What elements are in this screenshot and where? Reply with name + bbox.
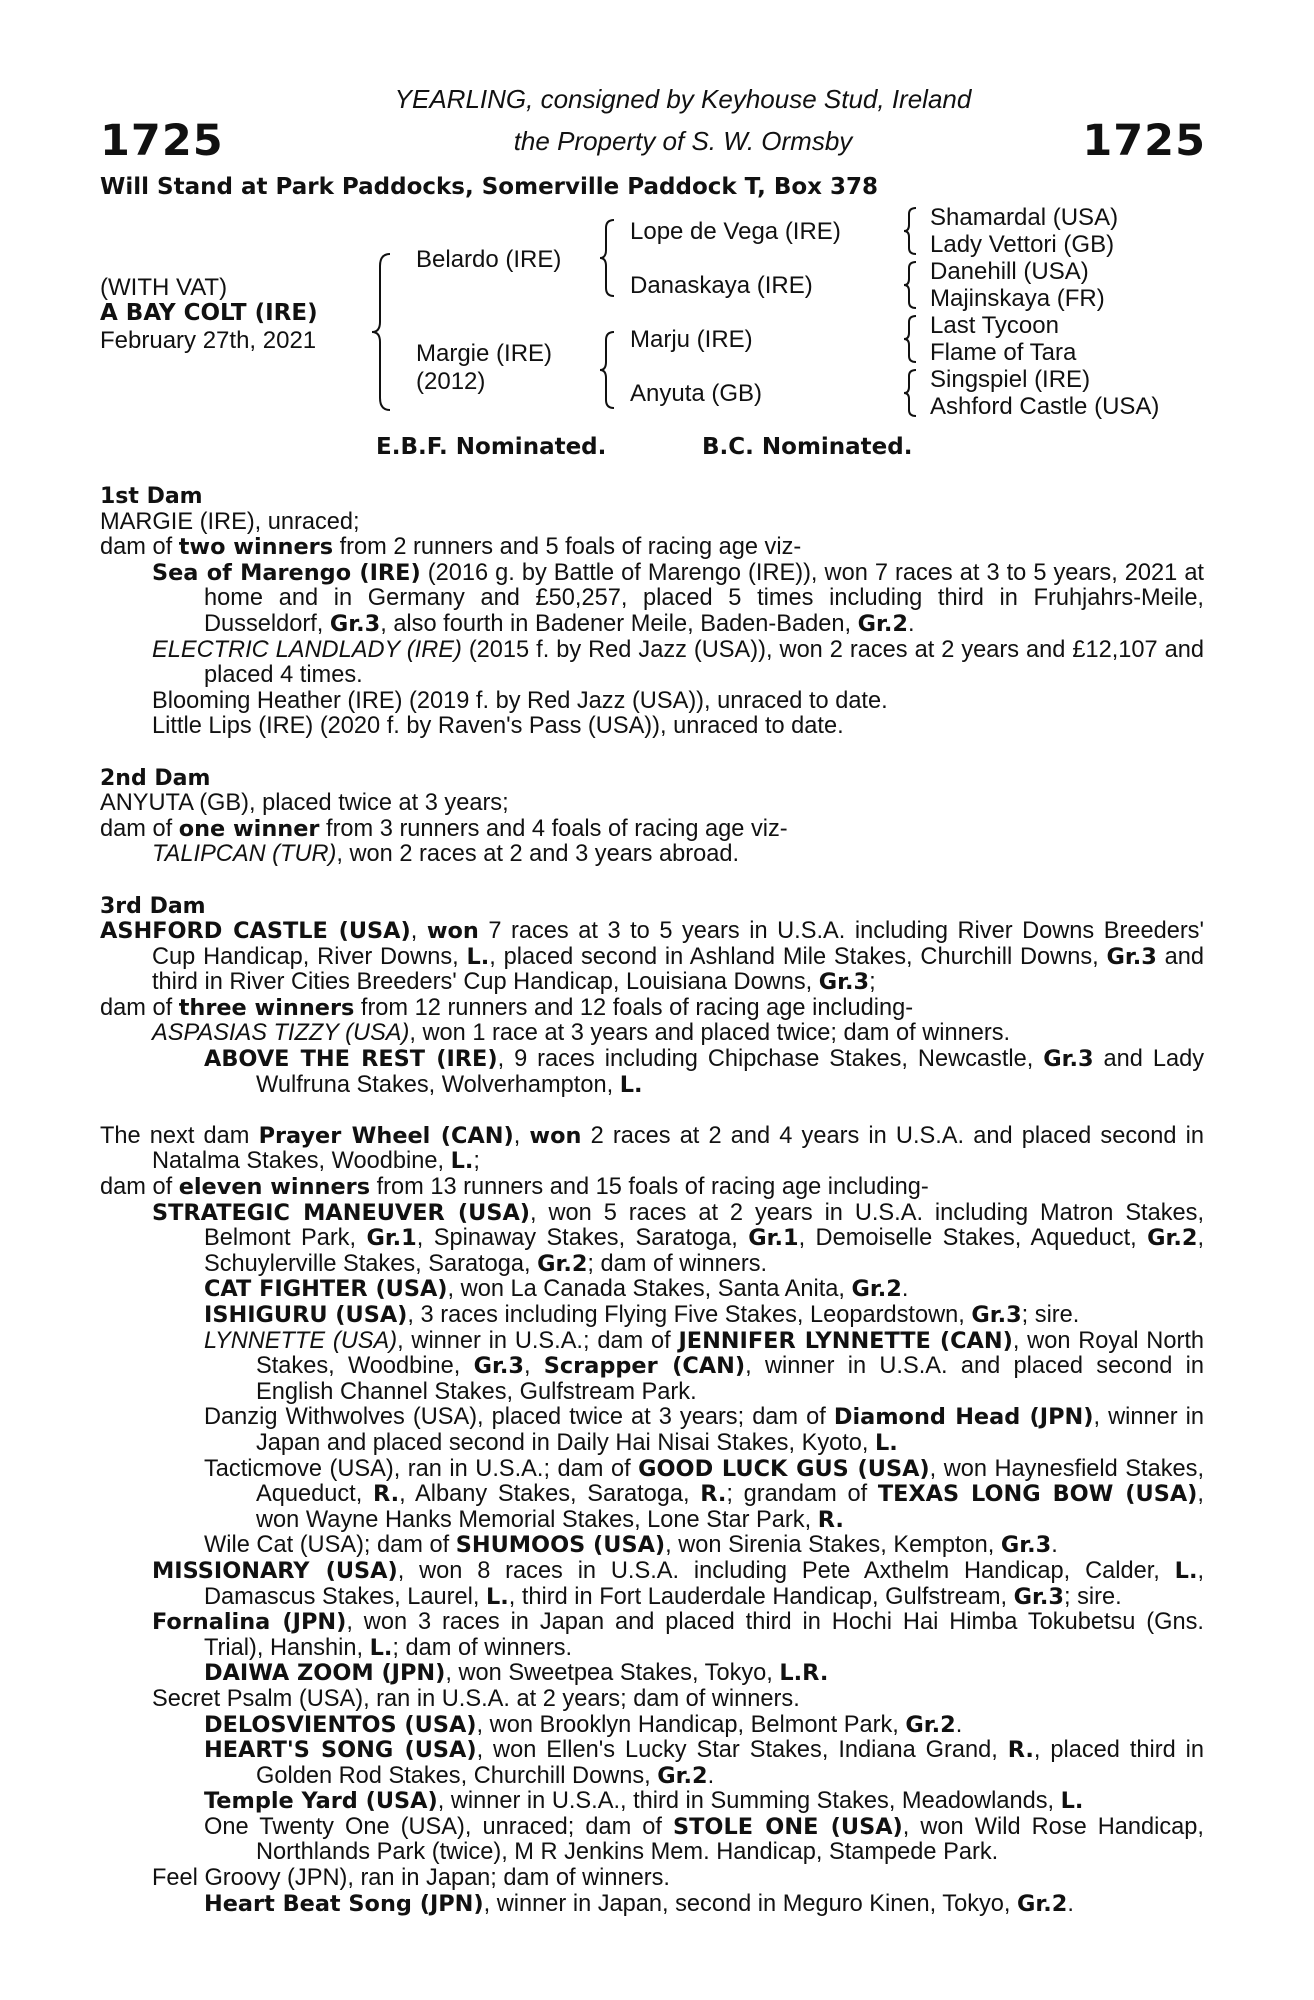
- dam-name: Margie (IRE): [416, 340, 553, 367]
- pedigree-brace-3a: [902, 206, 920, 256]
- ebf-nomination: E.B.F. Nominated.: [376, 434, 607, 460]
- grand-ancestor-2: Lady Vettori (GB): [930, 231, 1115, 258]
- next-dam-offspring-strategic-maneuver: STRATEGIC MANEUVER (USA), won 5 races at 2 years in U.S.A. including Matron Stakes, Belmont Park, Gr.1, Spinaway Stakes, Saratoga, Gr.1, Demoiselle Stakes, Aqueduct, Gr.2, Schuylerville Stakes, Saratoga, Gr.2; dam of winners.: [152, 1199, 1204, 1277]
- dam-year: (2012): [416, 368, 486, 395]
- grand-ancestor-4: Majinskaya (FR): [930, 285, 1105, 312]
- third-dam-offspring-2: ABOVE THE REST (IRE), 9 races including Chipchase Stakes, Newcastle, Gr.3 and Lady Wulfruna Stakes, Wolverhampton, L.: [204, 1046, 1204, 1098]
- pedigree-brace-1: [370, 252, 394, 412]
- horse-name: A BAY COLT (IRE): [100, 300, 318, 326]
- next-dam-offspring-lynnette: LYNNETTE (USA), winner in U.S.A.; dam of JENNIFER LYNNETTE (CAN), won Royal North Stakes, Woodbine, Gr.3, Scrapper (CAN), winner in U.S.A. and placed second in English Channel Stakes, Gulfstream Park.: [204, 1327, 1204, 1405]
- next-dam-offspring-hearts-song: HEART'S SONG (USA), won Ellen's Lucky Star Stakes, Indiana Grand, R., placed third in Golden Rod Stakes, Churchill Downs, Gr.2.: [204, 1737, 1205, 1789]
- next-dam-offspring-wile-cat: Wile Cat (USA); dam of SHUMOOS (USA), won Sirenia Stakes, Kempton, Gr.3.: [204, 1532, 1058, 1559]
- pedigree-brace-3b: [902, 260, 920, 310]
- next-dam-offspring-ishiguru: ISHIGURU (USA), 3 races including Flying Five Stakes, Leopardstown, Gr.3; sire.: [204, 1302, 1080, 1328]
- sire-name: Belardo (IRE): [416, 246, 562, 273]
- pedigree-brace-3d: [902, 368, 920, 418]
- next-dam-offspring-tacticmove: Tacticmove (USA), ran in U.S.A.; dam of GOOD LUCK GUS (USA), won Haynesfield Stakes, Aqueduct, R., Albany Stakes, Saratoga, R.; grandam of TEXAS LONG BOW (USA), won Wayne Hanks Memorial Stakes, Lone Star Park, R.: [204, 1455, 1204, 1533]
- third-dam-offspring-1: ASPASIAS TIZZY (USA), won 1 race at 3 years and placed twice; dam of winners.: [152, 1020, 1011, 1047]
- next-dam-offspring-daiwa-zoom: DAIWA ZOOM (JPN), won Sweetpea Stakes, Tokyo, L.R.: [204, 1660, 829, 1687]
- lot-number-left: 1725: [100, 116, 224, 166]
- second-dam-summary: dam of one winner from 3 runners and 4 foals of racing age viz-: [100, 815, 788, 842]
- sire-sire: Lope de Vega (IRE): [630, 218, 841, 245]
- consignor-line: YEARLING, consigned by Keyhouse Stud, Ireland: [394, 84, 972, 114]
- second-dam-heading: 2nd Dam: [100, 765, 211, 791]
- next-dam-offspring-secret-psalm: Secret Psalm (USA), ran in U.S.A. at 2 years; dam of winners.: [152, 1685, 800, 1712]
- first-dam-summary: dam of two winners from 2 runners and 5 foals of racing age viz-: [100, 534, 802, 561]
- first-dam-offspring-3: Blooming Heather (IRE) (2019 f. by Red Jazz (USA)), unraced to date.: [152, 687, 888, 714]
- foaling-date: February 27th, 2021: [100, 327, 317, 354]
- dam-dam: Anyuta (GB): [630, 380, 763, 407]
- next-dam-offspring-delosvientos: DELOSVIENTOS (USA), won Brooklyn Handicap, Belmont Park, Gr.2.: [204, 1711, 963, 1738]
- first-dam-heading: 1st Dam: [100, 484, 203, 509]
- next-dam-offspring-missionary: MISSIONARY (USA), won 8 races in U.S.A. including Pete Axthelm Handicap, Calder, L., Damascus Stakes, Laurel, L., third in Fort Lauderdale Handicap, Gulfstream, Gr.3; sire.: [152, 1557, 1205, 1610]
- stable-location: Will Stand at Park Paddocks, Somerville Paddock T, Box 378: [100, 174, 879, 200]
- grand-ancestor-3: Danehill (USA): [930, 258, 1089, 285]
- grand-ancestor-1: Shamardal (USA): [930, 204, 1119, 231]
- pedigree-brace-3c: [902, 314, 920, 364]
- pedigree-brace-2a: [598, 218, 618, 298]
- first-dam-offspring-2: ELECTRIC LANDLADY (IRE) (2015 f. by Red Jazz (USA)), won 2 races at 2 years and £12,107 and placed 4 times.: [152, 636, 1204, 689]
- next-dam-summary: dam of eleven winners from 13 runners and 15 foals of racing age including-: [100, 1174, 929, 1201]
- dam-sire: Marju (IRE): [630, 326, 753, 353]
- second-dam-line: ANYUTA (GB), placed twice at 3 years;: [100, 790, 509, 817]
- next-dam-offspring-danzig-withwolves: Danzig Withwolves (USA), placed twice at 3 years; dam of Diamond Head (JPN), winner in Japan and placed second in Daily Hai Nisai Stakes, Kyoto, L.: [204, 1404, 1204, 1456]
- third-dam-summary: dam of three winners from 12 runners and 12 foals of racing age including-: [100, 994, 914, 1021]
- next-dam-offspring-one-twenty-one: One Twenty One (USA), unraced; dam of STOLE ONE (USA), won Wild Rose Handicap, Northlands Park (twice), M R Jenkins Mem. Handicap, Stampede Park.: [204, 1813, 1204, 1866]
- first-dam-line: MARGIE (IRE), unraced;: [100, 508, 360, 535]
- next-dam-offspring-cat-fighter: CAT FIGHTER (USA), won La Canada Stakes, Santa Anita, Gr.2.: [204, 1276, 909, 1303]
- grand-ancestor-8: Ashford Castle (USA): [930, 393, 1160, 420]
- first-dam-offspring-4: Little Lips (IRE) (2020 f. by Raven's Pass (USA)), unraced to date.: [152, 713, 844, 740]
- bc-nomination: B.C. Nominated.: [702, 434, 913, 460]
- grand-ancestor-6: Flame of Tara: [930, 339, 1077, 366]
- produce-record: [100, 484, 1204, 1917]
- next-dam-offspring-temple-yard: Temple Yard (USA), winner in U.S.A., third in Summing Stakes, Meadowlands, L.: [204, 1788, 1084, 1815]
- lot-number-right: 1725: [1082, 116, 1206, 166]
- property-line: the Property of S. W. Ormsby: [513, 126, 853, 156]
- sire-dam: Danaskaya (IRE): [630, 272, 813, 299]
- third-dam-line: ASHFORD CASTLE (USA), won 7 races at 3 to 5 years in U.S.A. including River Downs Breeders' Cup Handicap, River Downs, L., placed second in Ashland Mile Stakes, Churchill Downs, Gr.3 and third in River Cities Breeders' Cup Handicap, Louisiana Downs, Gr.3;: [100, 918, 1204, 996]
- pedigree-brace-2b: [598, 330, 618, 410]
- next-dam-offspring-heart-beat-song: Heart Beat Song (JPN), winner in Japan, second in Meguro Kinen, Tokyo, Gr.2.: [204, 1890, 1074, 1917]
- grand-ancestor-5: Last Tycoon: [930, 312, 1059, 339]
- second-dam-offspring-1: TALIPCAN (TUR), won 2 races at 2 and 3 years abroad.: [152, 841, 740, 868]
- first-dam-offspring-1: Sea of Marengo (IRE) (2016 g. by Battle of Marengo (IRE)), won 7 races at 3 to 5 years, 2021 at home and in Germany and £50,257, placed 5 times including third in Fruhjahrs-Meile, Dusseldorf, Gr.3, also fourth in Badener Meile, Baden-Baden, Gr.2.: [152, 559, 1204, 637]
- vat-note: (WITH VAT): [100, 274, 228, 301]
- third-dam-heading: 3rd Dam: [100, 893, 206, 919]
- grand-ancestor-7: Singspiel (IRE): [930, 366, 1091, 393]
- next-dam-offspring-fornalina: Fornalina (JPN), won 3 races in Japan and placed third in Hochi Hai Himba Tokubetsu (Gns. Trial), Hanshin, L.; dam of winners.: [152, 1609, 1204, 1661]
- next-dam-line: The next dam Prayer Wheel (CAN), won 2 races at 2 and 4 years in U.S.A. and placed second in Natalma Stakes, Woodbine, L.;: [100, 1122, 1204, 1175]
- next-dam-offspring-feel-groovy: Feel Groovy (JPN), ran in Japan; dam of winners.: [152, 1865, 670, 1892]
